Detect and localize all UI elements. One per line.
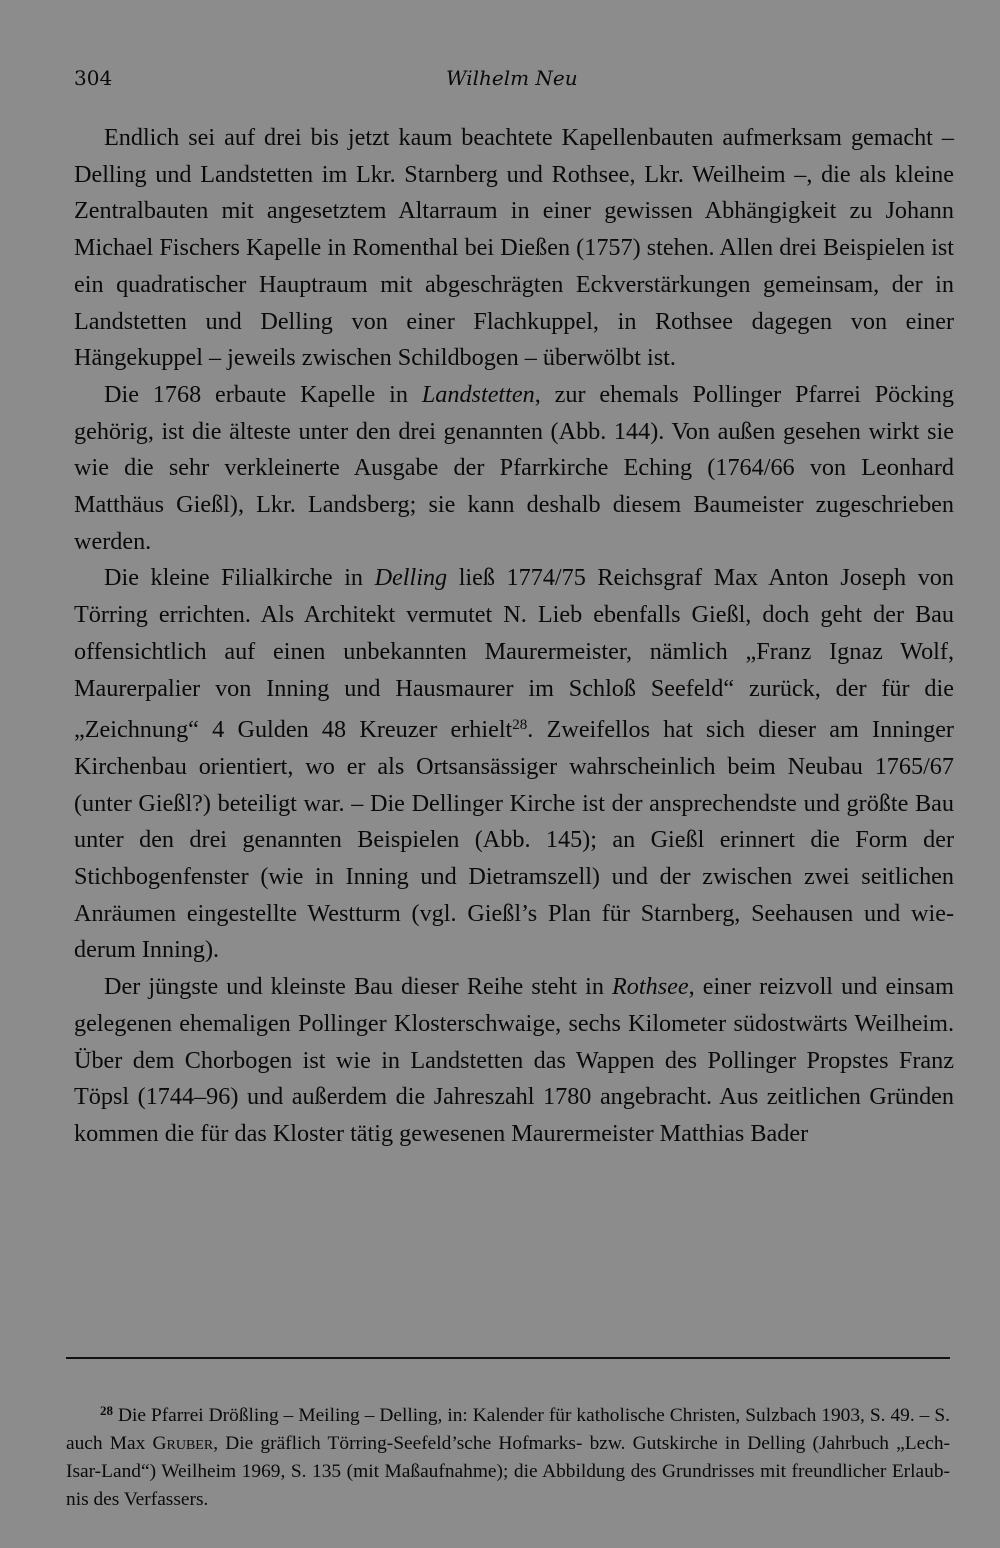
paragraph-3 (74, 560, 954, 969)
paragraph-3-text-a: Die kleine Filialkirche in (104, 564, 375, 592)
footnote-28 (66, 1397, 950, 1514)
paragraph-1: Endlich sei auf drei bis jetzt kaum beachtete Kapellenbauten aufmerksam gemacht – Delling und Landstetten im Lkr. Starnberg und Rothsee, Lkr. Weilheim –, die als kleine Zentralbauten mit angesetztem Altarraum in einer gewissen Abhängigkeit zu Johann Michael Fischers Kapelle in Romenthal bei Dießen (1757) stehen. Allen drei Beispielen ist ein quadratischer Hauptraum mit abgeschrägten Eckverstärkungen gemeinsam, der in Landstetten und Delling von einer Flachkuppel, in Rothsee dagegen von einer Hängekuppel – jeweils zwischen Schildbogen – überwölbt ist. (74, 124, 954, 372)
paragraph-4-text-b: , einer reizvoll und einsam gelegenen ehemaligen Pollinger Klosterschwaige, sechs Kilometer südostwärts Weilheim. Über dem Chorbogen ist wie in Landstetten das Wappen des Pollinger Propstes Franz Töpsl (1744–96) und außerdem die Jahreszahl 1780 angebracht. Aus zeitlichen Gründen kommen die für das Kloster tätig gewesenen Maurermeister Matthias Bader (74, 973, 954, 1147)
paragraph-2 (74, 377, 954, 561)
footnote-reference[interactable]: 28 (512, 717, 528, 734)
paragraph-2-text-a: Die 1768 erbaute Kapelle in (104, 380, 422, 408)
place-name-delling: Delling (374, 564, 448, 592)
place-name-landstetten: Landstetten (421, 380, 535, 408)
paragraph-4-text-a: Der jüngste und kleinste Bau dieser Reihe steht in (104, 973, 613, 1001)
paragraph-3-text-c: . Zweifellos hat sich dieser am Inninger Kirchenbau orientiert, wo er als Ortsansässiger wahrscheinlich beim Neubau 1765/67 (unter Gießl?) beteiligt war. – Die Dellinger Kirche ist der ansprechendste und größte Bau unter den drei genannten Beispielen (Abb. 145); an Gießl erinnert die Form der Stichbogenfenster (wie in Inning und Dietramszell) und der zwischen zwei seitlichen Anräumen eingestellte Westturm (vgl. Gießl’s Plan für Starnberg, Seehausen und wiederum Inning). (74, 716, 954, 964)
place-name-rothsee: Rothsee (612, 973, 689, 1001)
body-text (74, 120, 954, 1153)
footnote-text-b: , Die gräflich Törring-Seefeld’sche Hofmarks- bzw. Gutskirche in Delling (Jahrbuch „Lech-Isar-Land“) Weilheim 1969, S. 135 (mit Maßaufnahme); die Abbildung des Grundrisses mit freundlicher Erlaubnis des Verfassers. (66, 1433, 950, 1511)
footnote-divider (66, 1357, 950, 1359)
running-title: Wilhelm Neu (446, 66, 578, 90)
paragraph-4 (74, 969, 954, 1153)
footnote-marker: 28 (100, 1403, 113, 1419)
page-number: 304 (74, 66, 113, 90)
paragraph-2-text-b: , zur ehemals Pollinger Pfarrei Pöcking gehörig, ist die älteste unter den drei genannten (Abb. 144). Von außen gesehen wirkt sie wie die sehr verkleinerte Ausgabe der Pfarrkirche Eching (1764/66 von Leonhard Matthäus Gießl), Lkr. Landsberg; sie kann deshalb diesem Baumeister zugeschrieben werden. (74, 380, 954, 555)
paragraph-3-text-b: ließ 1774/75 Reichsgraf Max Anton Joseph von Törring errichten. Als Architekt vermutet N. Lieb ebenfalls Gießl, doch geht der Bau offensichtlich auf einen unbekannten Maurermeister, nämlich „Franz Ignaz Wolf, Maurerpalier von Inning und Hausmaurer im Schloß Seefeld“ zurück, der für die „Zeichnung“ 4 Gulden 48 Kreuzer erhielt (74, 564, 954, 744)
footnote-author: Gruber (152, 1433, 214, 1455)
page-header (74, 66, 948, 96)
footnote-text-a: Die Pfarrei Drößling – Meiling – Delling, in: Kalender für katholische Christen, Sulzbach 1903, S. 49. – S. auch Max (66, 1405, 950, 1455)
